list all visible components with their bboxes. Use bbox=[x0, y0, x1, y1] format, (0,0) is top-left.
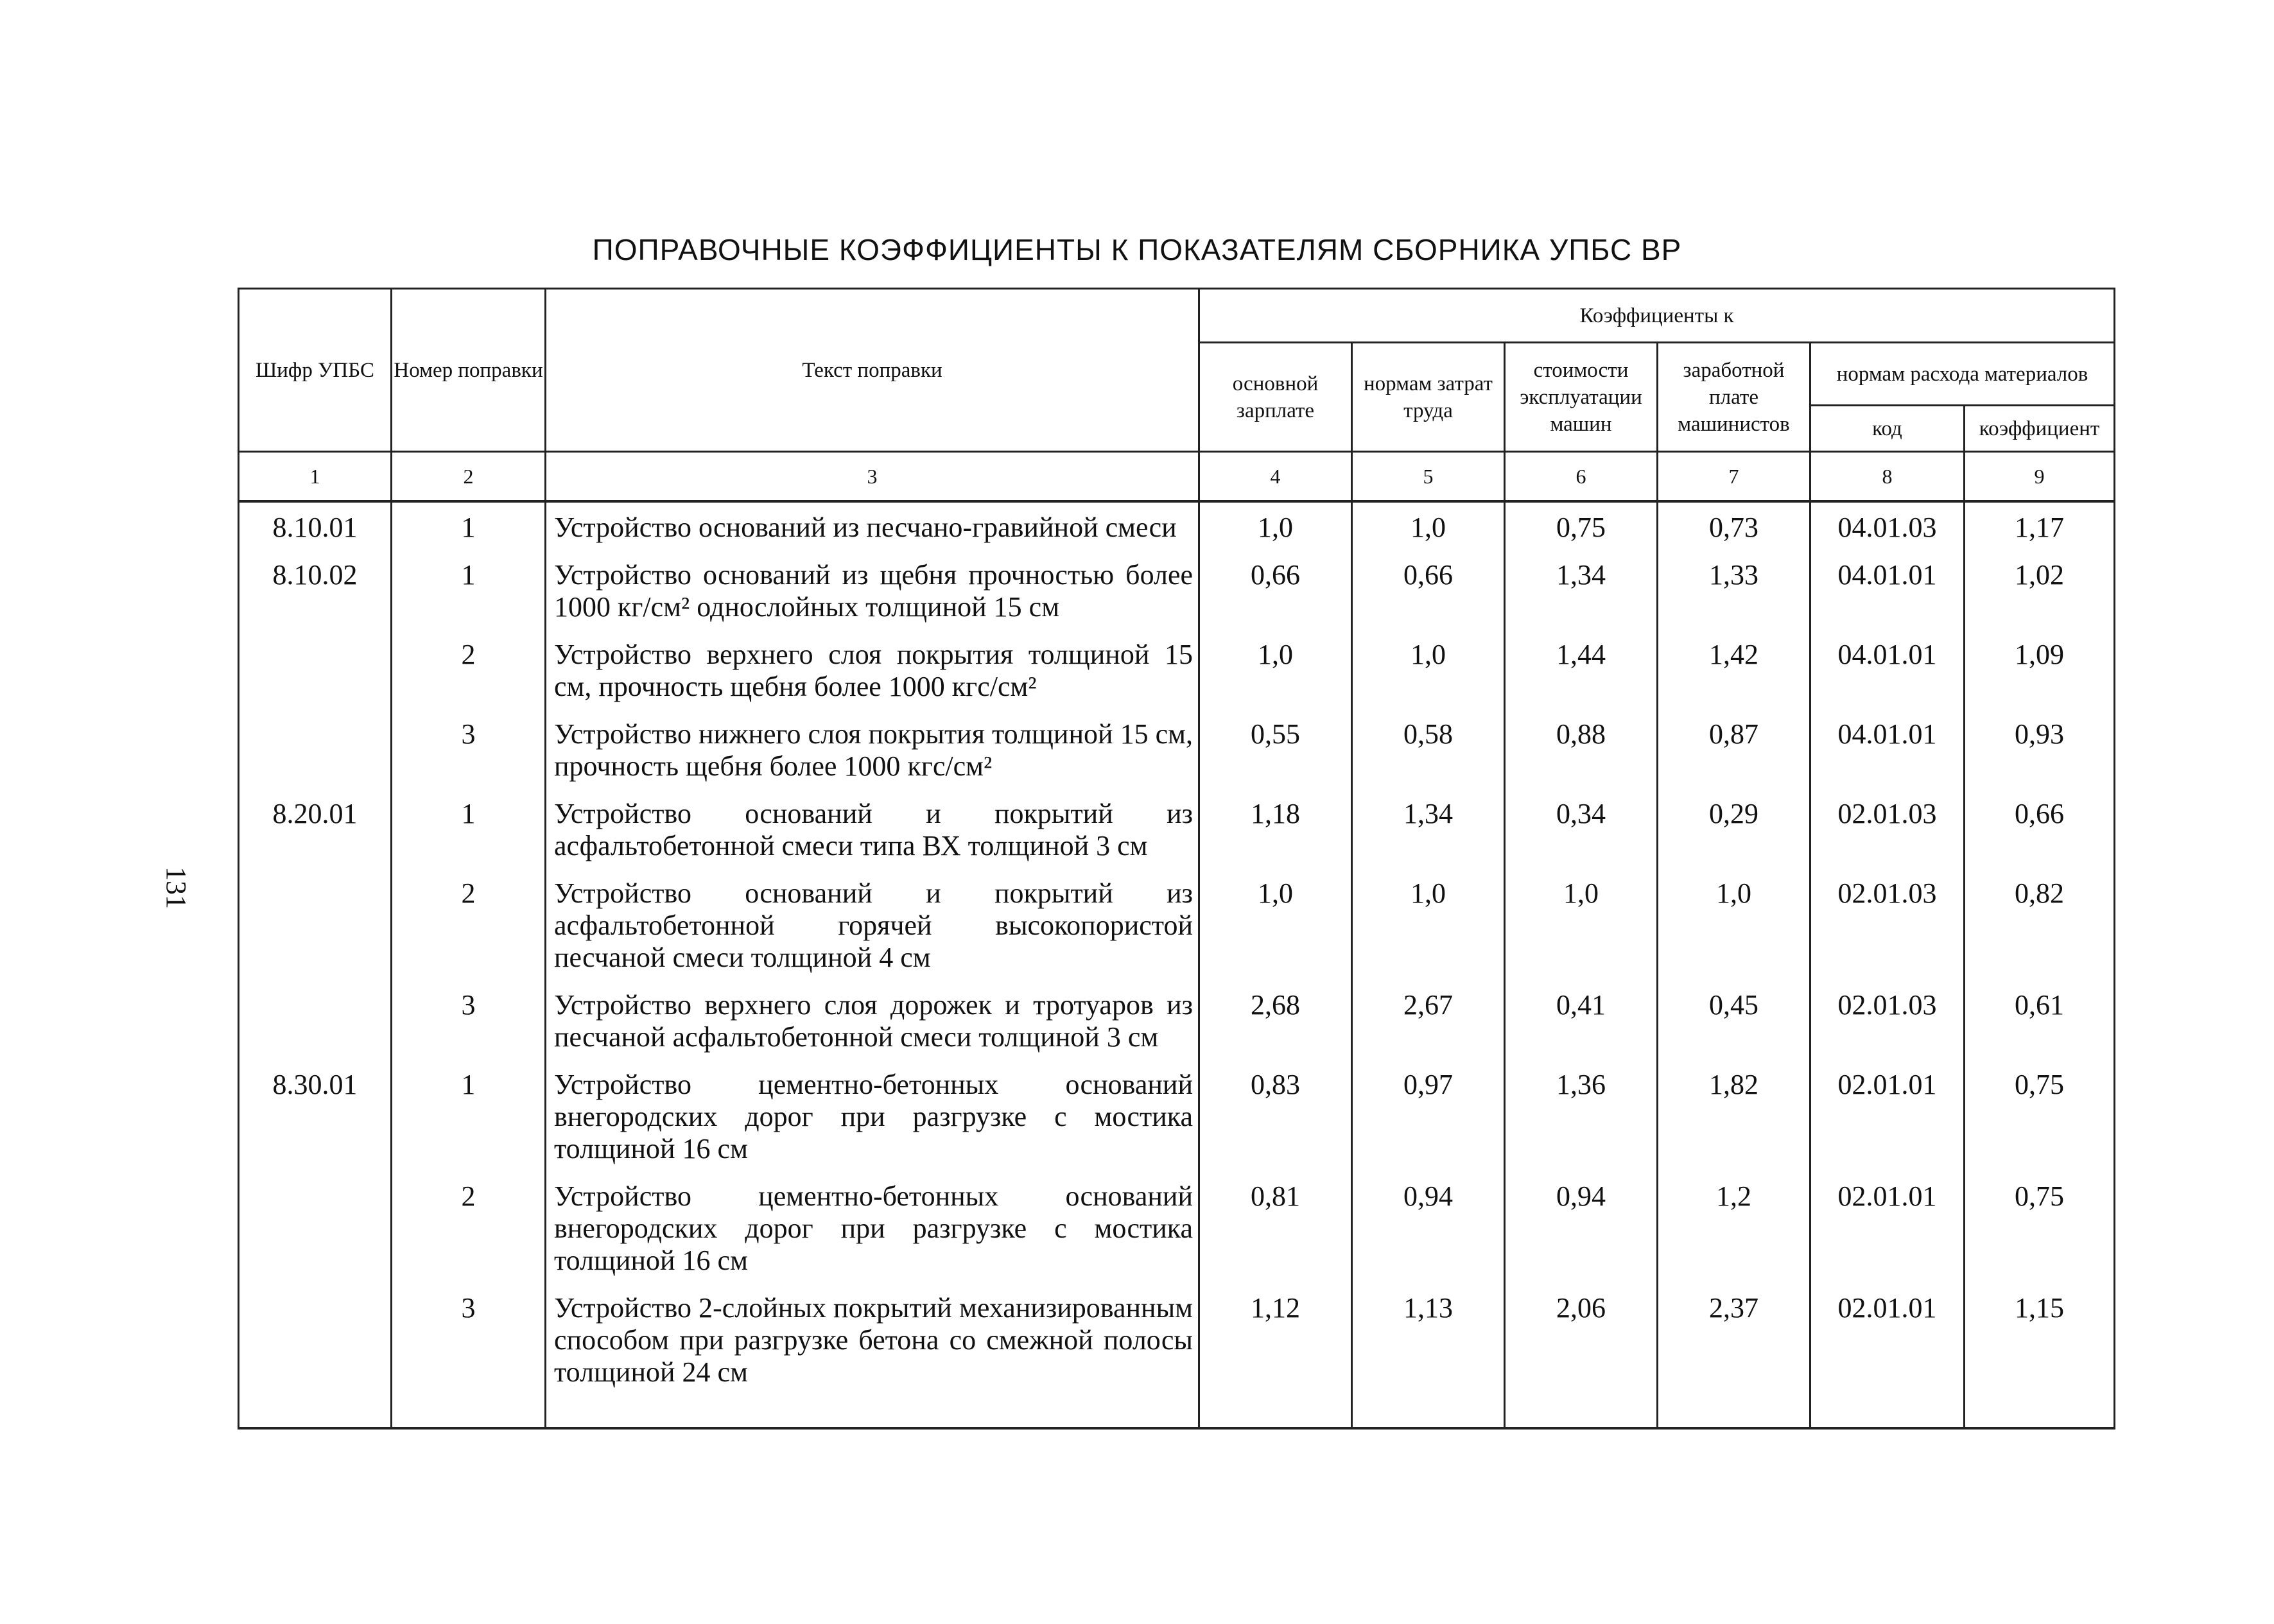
filler-cell bbox=[1658, 1395, 1810, 1428]
cell-labor-norms: 0,58 bbox=[1352, 709, 1505, 789]
cell-machine-cost: 0,75 bbox=[1505, 501, 1658, 550]
cell-material-code: 04.01.01 bbox=[1810, 550, 1965, 630]
cell-text: Устройство оснований и покрытий из асфальтобетонной горячей высокопористой песчаной смеси толщиной 4 см bbox=[546, 868, 1199, 980]
column-number: 4 bbox=[1199, 452, 1352, 502]
header-material-coefficient: коэффициент bbox=[1965, 406, 2115, 452]
cell-correction-no: 3 bbox=[392, 1283, 546, 1395]
column-number: 1 bbox=[239, 452, 392, 502]
column-number: 7 bbox=[1658, 452, 1810, 502]
cell-correction-no: 2 bbox=[392, 1171, 546, 1283]
cell-material-coefficient: 0,82 bbox=[1965, 868, 2115, 980]
cell-material-code: 02.01.03 bbox=[1810, 868, 1965, 980]
cell-text: Устройство цементно-бетонных оснований внегородских дорог при разгрузке с мостика толщиной 16 см bbox=[546, 1060, 1199, 1171]
cell-labor-norms: 1,34 bbox=[1352, 789, 1505, 868]
cell-machinist-pay: 1,42 bbox=[1658, 630, 1810, 709]
cell-machine-cost: 0,34 bbox=[1505, 789, 1658, 868]
cell-material-code: 04.01.03 bbox=[1810, 501, 1965, 550]
cell-machinist-pay: 1,0 bbox=[1658, 868, 1810, 980]
cell-material-coefficient: 1,09 bbox=[1965, 630, 2115, 709]
cell-machine-cost: 1,34 bbox=[1505, 550, 1658, 630]
table-row bbox=[239, 501, 2115, 550]
filler-cell bbox=[1199, 1395, 1352, 1428]
column-number: 5 bbox=[1352, 452, 1505, 502]
cell-base-salary: 2,68 bbox=[1199, 980, 1352, 1060]
cell-code bbox=[239, 1171, 392, 1283]
table-row bbox=[239, 868, 2115, 980]
table-row bbox=[239, 709, 2115, 789]
table-row bbox=[239, 630, 2115, 709]
cell-correction-no: 1 bbox=[392, 789, 546, 868]
cell-text: Устройство 2-слойных покрытий механизированным способом при разгрузке бетона со смежной полосы толщиной 24 см bbox=[546, 1283, 1199, 1395]
header-base-salary: основной зарплате bbox=[1199, 343, 1352, 452]
cell-base-salary: 0,55 bbox=[1199, 709, 1352, 789]
table-row bbox=[239, 550, 2115, 630]
filler-cell bbox=[1352, 1395, 1505, 1428]
table-row bbox=[239, 1283, 2115, 1395]
cell-correction-no: 1 bbox=[392, 1060, 546, 1171]
header-machinist-pay: заработной плате машинистов bbox=[1658, 343, 1810, 452]
table-row bbox=[239, 1060, 2115, 1171]
cell-code: 8.20.01 bbox=[239, 789, 392, 868]
cell-base-salary: 1,18 bbox=[1199, 789, 1352, 868]
cell-material-coefficient: 0,61 bbox=[1965, 980, 2115, 1060]
header-labor-norms: нормам затрат труда bbox=[1352, 343, 1505, 452]
cell-machine-cost: 1,36 bbox=[1505, 1060, 1658, 1171]
table-filler-row bbox=[239, 1395, 2115, 1428]
header-code: Шифр УПБС bbox=[239, 289, 392, 452]
cell-code bbox=[239, 1283, 392, 1395]
column-number: 8 bbox=[1810, 452, 1965, 502]
table-row bbox=[239, 1171, 2115, 1283]
cell-material-coefficient: 1,02 bbox=[1965, 550, 2115, 630]
column-number: 6 bbox=[1505, 452, 1658, 502]
cell-machinist-pay: 0,73 bbox=[1658, 501, 1810, 550]
cell-material-code: 04.01.01 bbox=[1810, 709, 1965, 789]
filler-cell bbox=[1810, 1395, 1965, 1428]
cell-material-coefficient: 0,93 bbox=[1965, 709, 2115, 789]
cell-text: Устройство оснований из песчано-гравийной смеси bbox=[546, 501, 1199, 550]
filler-cell bbox=[1505, 1395, 1658, 1428]
cell-base-salary: 0,66 bbox=[1199, 550, 1352, 630]
cell-code: 8.10.02 bbox=[239, 550, 392, 630]
cell-labor-norms: 2,67 bbox=[1352, 980, 1505, 1060]
cell-correction-no: 3 bbox=[392, 709, 546, 789]
column-number: 9 bbox=[1965, 452, 2115, 502]
filler-cell bbox=[239, 1395, 392, 1428]
cell-machine-cost: 1,0 bbox=[1505, 868, 1658, 980]
cell-correction-no: 2 bbox=[392, 868, 546, 980]
cell-labor-norms: 1,0 bbox=[1352, 630, 1505, 709]
header-materials: нормам расхода материалов bbox=[1810, 343, 2115, 406]
cell-machine-cost: 0,94 bbox=[1505, 1171, 1658, 1283]
cell-base-salary: 0,83 bbox=[1199, 1060, 1352, 1171]
cell-machinist-pay: 0,87 bbox=[1658, 709, 1810, 789]
table-row bbox=[239, 789, 2115, 868]
cell-material-code: 02.01.03 bbox=[1810, 980, 1965, 1060]
cell-code bbox=[239, 709, 392, 789]
cell-labor-norms: 0,66 bbox=[1352, 550, 1505, 630]
cell-material-code: 02.01.03 bbox=[1810, 789, 1965, 868]
cell-machinist-pay: 0,45 bbox=[1658, 980, 1810, 1060]
cell-material-coefficient: 1,17 bbox=[1965, 501, 2115, 550]
cell-machinist-pay: 0,29 bbox=[1658, 789, 1810, 868]
table-row bbox=[239, 980, 2115, 1060]
cell-material-coefficient: 0,75 bbox=[1965, 1060, 2115, 1171]
header-machine-cost: стоимости эксплуатации машин bbox=[1505, 343, 1658, 452]
cell-machinist-pay: 1,2 bbox=[1658, 1171, 1810, 1283]
cell-text: Устройство верхнего слоя покрытия толщиной 15 см, прочность щебня более 1000 кгс/см² bbox=[546, 630, 1199, 709]
header-material-code: код bbox=[1810, 406, 1965, 452]
cell-labor-norms: 0,94 bbox=[1352, 1171, 1505, 1283]
cell-material-coefficient: 0,75 bbox=[1965, 1171, 2115, 1283]
header-correction-no: Номер поправки bbox=[392, 289, 546, 452]
cell-base-salary: 1,0 bbox=[1199, 868, 1352, 980]
cell-material-code: 02.01.01 bbox=[1810, 1171, 1965, 1283]
cell-machine-cost: 0,88 bbox=[1505, 709, 1658, 789]
cell-text: Устройство цементно-бетонных оснований внегородских дорог при разгрузке с мостика толщиной 16 см bbox=[546, 1171, 1199, 1283]
cell-code bbox=[239, 980, 392, 1060]
cell-labor-norms: 0,97 bbox=[1352, 1060, 1505, 1171]
column-number: 3 bbox=[546, 452, 1199, 502]
cell-material-coefficient: 0,66 bbox=[1965, 789, 2115, 868]
cell-labor-norms: 1,0 bbox=[1352, 868, 1505, 980]
cell-text: Устройство оснований из щебня прочностью более 1000 кг/см² однослойных толщиной 15 см bbox=[546, 550, 1199, 630]
header-coefficients: Коэффициенты к bbox=[1199, 289, 2115, 343]
cell-correction-no: 2 bbox=[392, 630, 546, 709]
filler-cell bbox=[1965, 1395, 2115, 1428]
cell-labor-norms: 1,0 bbox=[1352, 501, 1505, 550]
column-number: 2 bbox=[392, 452, 546, 502]
cell-machinist-pay: 1,33 bbox=[1658, 550, 1810, 630]
cell-machine-cost: 2,06 bbox=[1505, 1283, 1658, 1395]
cell-material-coefficient: 1,15 bbox=[1965, 1283, 2115, 1395]
cell-code bbox=[239, 630, 392, 709]
cell-material-code: 04.01.01 bbox=[1810, 630, 1965, 709]
cell-text: Устройство оснований и покрытий из асфальтобетонной смеси типа ВХ толщиной 3 см bbox=[546, 789, 1199, 868]
filler-cell bbox=[546, 1395, 1199, 1428]
cell-base-salary: 1,12 bbox=[1199, 1283, 1352, 1395]
cell-base-salary: 1,0 bbox=[1199, 501, 1352, 550]
cell-machinist-pay: 2,37 bbox=[1658, 1283, 1810, 1395]
cell-correction-no: 1 bbox=[392, 550, 546, 630]
cell-code bbox=[239, 868, 392, 980]
cell-text: Устройство нижнего слоя покрытия толщиной 15 см, прочность щебня более 1000 кгс/см² bbox=[546, 709, 1199, 789]
cell-correction-no: 3 bbox=[392, 980, 546, 1060]
cell-base-salary: 0,81 bbox=[1199, 1171, 1352, 1283]
cell-code: 8.30.01 bbox=[239, 1060, 392, 1171]
page-number: 131 bbox=[161, 867, 192, 909]
coefficients-table bbox=[238, 288, 2115, 1430]
cell-material-code: 02.01.01 bbox=[1810, 1283, 1965, 1395]
cell-code: 8.10.01 bbox=[239, 501, 392, 550]
cell-machine-cost: 1,44 bbox=[1505, 630, 1658, 709]
cell-text: Устройство верхнего слоя дорожек и тротуаров из песчаной асфальтобетонной смеси толщиной 3 см bbox=[546, 980, 1199, 1060]
cell-labor-norms: 1,13 bbox=[1352, 1283, 1505, 1395]
page-title: ПОПРАВОЧНЫЕ КОЭФФИЦИЕНТЫ К ПОКАЗАТЕЛЯМ СБОРНИКА УПБС ВР bbox=[592, 233, 1682, 266]
cell-base-salary: 1,0 bbox=[1199, 630, 1352, 709]
header-text: Текст поправки bbox=[546, 289, 1199, 452]
cell-machinist-pay: 1,82 bbox=[1658, 1060, 1810, 1171]
cell-material-code: 02.01.01 bbox=[1810, 1060, 1965, 1171]
cell-machine-cost: 0,41 bbox=[1505, 980, 1658, 1060]
cell-correction-no: 1 bbox=[392, 501, 546, 550]
filler-cell bbox=[392, 1395, 546, 1428]
